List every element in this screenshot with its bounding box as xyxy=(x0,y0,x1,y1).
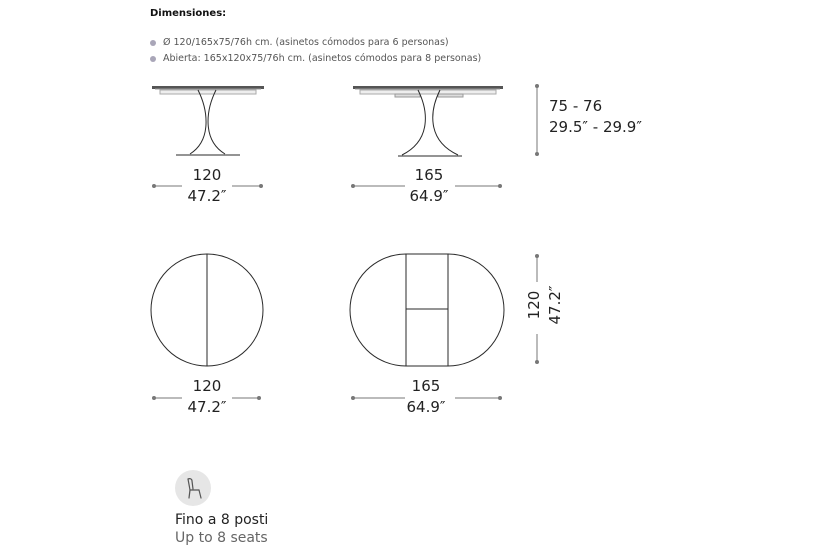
seats-label-it: Fino a 8 posti xyxy=(175,512,269,528)
depth-in: 47.2″ xyxy=(546,285,564,325)
plan-open-in: 64.9″ xyxy=(406,398,446,416)
plan-closed-cm: 120 xyxy=(192,377,222,395)
chair-icon xyxy=(175,470,211,506)
plan-closed-width-label xyxy=(152,376,262,418)
seats-label-en: Up to 8 seats xyxy=(175,530,268,546)
plan-closed-in: 47.2″ xyxy=(187,398,227,416)
bullet-text: Abierta: 165x120x75/76h cm. (asinetos cómodos para 8 personas) xyxy=(163,53,482,64)
height-label xyxy=(549,96,642,138)
dimensions-title: Dimensiones: xyxy=(150,8,227,19)
plan-open-width-label xyxy=(371,376,481,418)
plan-open-cm: 165 xyxy=(411,377,441,395)
height-dimension-line xyxy=(535,84,539,156)
open-table-elevation xyxy=(353,86,503,156)
open-width-in: 64.9″ xyxy=(409,187,449,205)
closed-width-cm: 120 xyxy=(192,166,222,184)
closed-table-plan xyxy=(151,254,263,366)
depth-label xyxy=(510,270,580,340)
closed-width-label xyxy=(152,165,262,207)
closed-width-in: 47.2″ xyxy=(187,187,227,205)
open-table-plan xyxy=(350,254,504,366)
closed-table-elevation xyxy=(152,86,264,155)
height-cm: 75 - 76 xyxy=(549,97,603,115)
height-in: 29.5″ - 29.9″ xyxy=(549,118,642,136)
depth-cm: 120 xyxy=(525,290,543,320)
bullet-text: Ø 120/165x75/76h cm. (asinetos cómodos para 6 personas) xyxy=(163,37,449,48)
open-width-label xyxy=(374,165,484,207)
open-width-cm: 165 xyxy=(414,166,444,184)
